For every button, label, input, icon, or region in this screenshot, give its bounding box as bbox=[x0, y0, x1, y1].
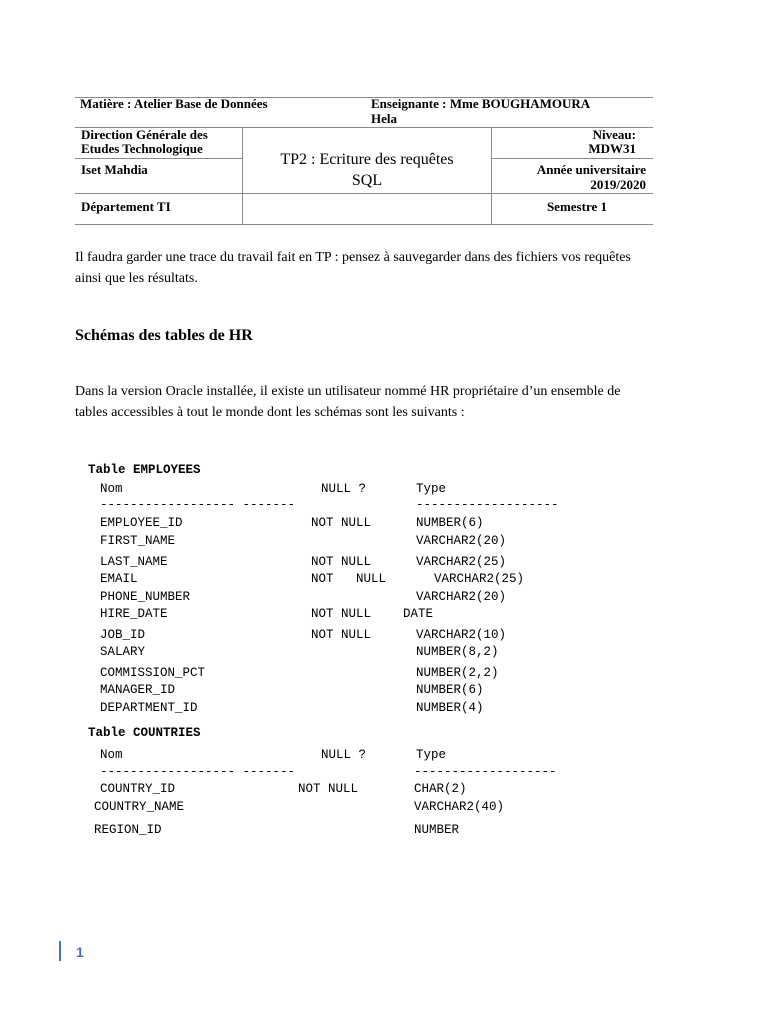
employees-row-name: LAST_NAME bbox=[100, 555, 168, 569]
intro-paragraph bbox=[75, 247, 695, 289]
teacher-label: Enseignante : Mme BOUGHAMOURA bbox=[371, 96, 591, 111]
employees-title: Table EMPLOYEES bbox=[88, 463, 201, 477]
intro-line-1: Il faudra garder une trace du travail fait en TP : pensez à sauvegarder dans des fichiers vos requêtes bbox=[75, 250, 631, 265]
employees-row-null: NOT NULL bbox=[311, 516, 372, 530]
direction-label-2: Etudes Technologique bbox=[81, 141, 203, 156]
employees-row-name: EMPLOYEE_ID bbox=[100, 516, 183, 530]
description-line-2: tables accessibles à tout le monde dont les schémas sont les suivants : bbox=[75, 405, 465, 420]
employees-row-type: VARCHAR2(20) bbox=[416, 534, 507, 548]
employees-row-type: NUMBER(2,2) bbox=[416, 666, 499, 680]
countries-col-null: NULL ? bbox=[321, 748, 367, 762]
countries-row-type: CHAR(2) bbox=[414, 782, 467, 796]
countries-row-type: NUMBER bbox=[414, 823, 460, 837]
employees-row-type: NUMBER(8,2) bbox=[416, 645, 499, 659]
semester-label: Semestre 1 bbox=[546, 199, 607, 214]
employees-row-name: COMMISSION_PCT bbox=[100, 666, 206, 680]
page-number-bar bbox=[59, 941, 61, 961]
countries-col-type: Type bbox=[416, 748, 447, 762]
employees-separator-type: ------------------- bbox=[416, 498, 559, 512]
page-number: 1 bbox=[76, 944, 84, 960]
subject-label: Matière : Atelier Base de Données bbox=[80, 96, 268, 111]
tp-title-line-1: TP2 : Ecriture des requêtes bbox=[280, 151, 454, 168]
employees-col-null: NULL ? bbox=[321, 482, 367, 496]
employees-row-name: FIRST_NAME bbox=[100, 534, 176, 548]
countries-row-name: REGION_ID bbox=[94, 823, 162, 837]
employees-row-type: NUMBER(6) bbox=[416, 683, 484, 697]
employees-row-name: HIRE_DATE bbox=[100, 607, 168, 621]
employees-row-type: VARCHAR2(20) bbox=[416, 590, 507, 604]
intro-line-2: ainsi que les résultats. bbox=[75, 271, 198, 286]
countries-col-nom: Nom bbox=[100, 748, 123, 762]
countries-title: Table COUNTRIES bbox=[88, 726, 201, 740]
employees-row-type: VARCHAR2(25) bbox=[416, 555, 507, 569]
department-label: Département TI bbox=[81, 199, 171, 214]
employees-col-nom: Nom bbox=[100, 482, 123, 496]
employees-row-type: NUMBER(6) bbox=[416, 516, 484, 530]
employees-row-name: JOB_ID bbox=[100, 628, 146, 642]
employees-col-type: Type bbox=[416, 482, 447, 496]
countries-separator-type: ------------------- bbox=[414, 765, 557, 779]
tp-title-line-2: SQL bbox=[351, 172, 383, 189]
employees-row-null: NOT NULL bbox=[311, 628, 372, 642]
countries-row-name: COUNTRY_ID bbox=[100, 782, 176, 796]
employees-separator-nom: ------------------ ------- bbox=[100, 498, 296, 512]
level-label: Niveau: bbox=[592, 127, 636, 142]
employees-row-name: PHONE_NUMBER bbox=[100, 590, 191, 604]
year-label: Année universitaire bbox=[536, 162, 646, 177]
direction-label-1: Direction Générale des bbox=[81, 127, 208, 142]
teacher-name: Hela bbox=[371, 111, 397, 126]
countries-row-name: COUNTRY_NAME bbox=[94, 800, 185, 814]
description-line-1: Dans la version Oracle installée, il existe un utilisateur nommé HR propriétaire d’un ensemble de bbox=[75, 384, 621, 399]
employees-row-type: VARCHAR2(25) bbox=[434, 572, 525, 586]
countries-row-type: VARCHAR2(40) bbox=[414, 800, 505, 814]
tp-title bbox=[243, 149, 491, 191]
countries-separator-nom: ------------------ ------- bbox=[100, 765, 296, 779]
section-title: Schémas des tables de HR bbox=[75, 327, 253, 344]
employees-row-name: EMAIL bbox=[100, 572, 138, 586]
employees-row-name: DEPARTMENT_ID bbox=[100, 701, 198, 715]
employees-row-null: NOT NULL bbox=[311, 607, 372, 621]
employees-row-name: MANAGER_ID bbox=[100, 683, 176, 697]
year-value: 2019/2020 bbox=[590, 177, 646, 192]
employees-row-type: DATE bbox=[403, 607, 434, 621]
employees-row-null: NOT NULL bbox=[311, 555, 372, 569]
description-paragraph bbox=[75, 381, 695, 423]
countries-row-null: NOT NULL bbox=[298, 782, 359, 796]
employees-row-type: VARCHAR2(10) bbox=[416, 628, 507, 642]
institute-label: Iset Mahdia bbox=[81, 162, 148, 177]
employees-row-type: NUMBER(4) bbox=[416, 701, 484, 715]
employees-row-null: NOT NULL bbox=[311, 572, 387, 586]
employees-row-name: SALARY bbox=[100, 645, 146, 659]
level-value: MDW31 bbox=[588, 141, 636, 156]
